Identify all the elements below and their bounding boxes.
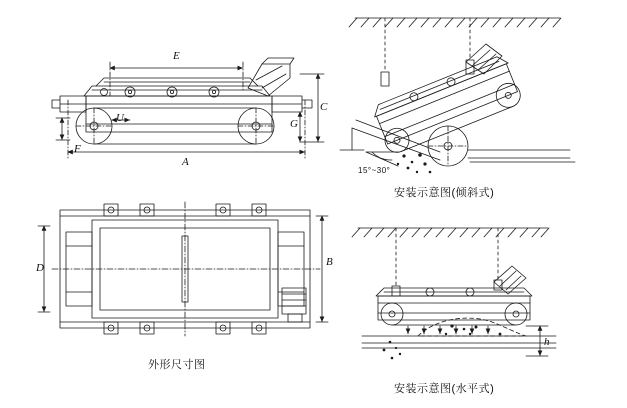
horizontal-installation-view	[352, 228, 556, 359]
dim-label-d: D	[36, 262, 45, 274]
caption-inclined-installation: 安装示意图(倾斜式)	[394, 187, 495, 199]
dim-label-u: U	[116, 112, 125, 124]
plan-view	[38, 202, 328, 336]
front-elevation-view	[52, 58, 324, 158]
dim-label-h: h	[544, 336, 550, 348]
dim-label-b: B	[326, 256, 334, 268]
dim-label-g: G	[290, 118, 299, 130]
inclined-installation-view	[340, 18, 575, 173]
dim-label-e: E	[173, 50, 181, 62]
dim-label-f: F	[74, 143, 82, 155]
dim-label-incline-angle: 15°~30°	[358, 166, 391, 175]
dim-label-c: C	[320, 101, 328, 113]
caption-outline-dimensions: 外形尺寸图	[148, 359, 206, 371]
dim-label-a: A	[182, 156, 190, 168]
caption-horizontal-installation: 安装示意图(水平式)	[394, 383, 495, 395]
